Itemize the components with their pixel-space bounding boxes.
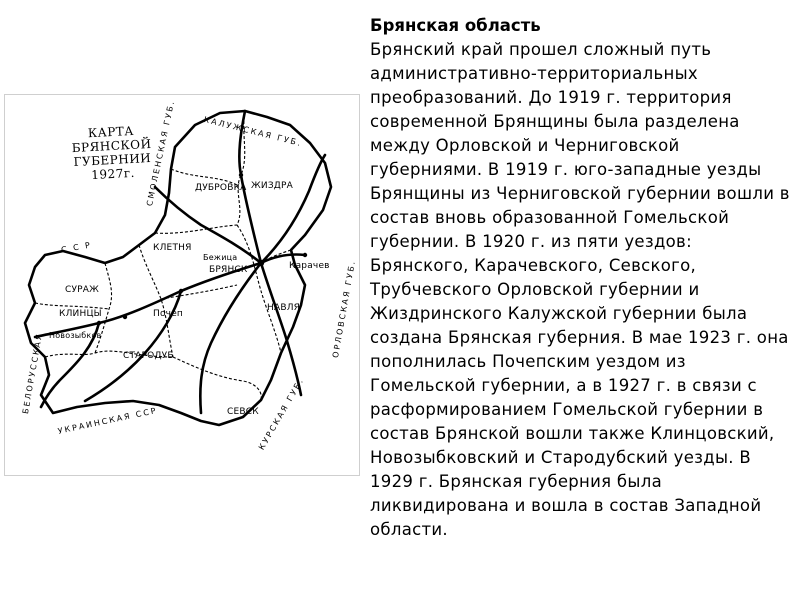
border-label-ukrainian: УКРАИНСКАЯ ССР: [57, 405, 159, 436]
border-label-orel: ОРЛОВСКАЯ ГУБ.: [331, 258, 358, 359]
town-label-navlya: НАВЛЯ: [267, 303, 301, 313]
map-figure: [4, 94, 360, 476]
town-label-dubrovka: ДУБРОВКА: [195, 183, 247, 193]
article: [370, 14, 790, 542]
town-label-pochep: Почеп: [153, 309, 184, 319]
map-title-line-3: 1927г.: [90, 165, 136, 183]
town-label-klintsy: КЛИНЦЫ: [59, 309, 102, 319]
map-title-line-2: БРЯНСКОЙ ГУБЕРНИИ: [71, 136, 152, 170]
border-label-kursk: КУРСКАЯ ГУБ.: [257, 375, 306, 452]
town-label-karachev: Карачев: [289, 261, 330, 271]
border-label-belorussian: БЕЛОРУССКАЯ: [21, 331, 45, 415]
map-title-line-1: КАРТА: [87, 123, 135, 141]
town-label-bezhitsa: Бежица: [203, 253, 238, 262]
town-label-bryansk: БРЯНСК: [209, 265, 248, 275]
border-label-kaluga: КАЛУЖСКАЯ ГУБ.: [202, 115, 304, 149]
town-label-novozybkov: Новозыбков: [49, 331, 102, 340]
town-label-zhizdra: ЖИЗДРА: [251, 181, 294, 191]
town-label-kletnya: КЛЕТНЯ: [153, 243, 192, 253]
town-label-sevsk: СЕВСК: [227, 407, 259, 417]
border-label-ssr: С С Р: [60, 240, 93, 255]
article-body: Брянский край прошел сложный путь административно-территориальных преобразований. До 1919 г. территория современной Брянщины была разделена между Орловской и Черниговской губерниями. В 1919 г. юго-западные уезды Брянщины из Черниговской губернии вошли в состав вновь образованной Гомельской губернии. В 1920 г. из пяти уездов: Брянского, Карачевского, Севского, Трубчевского Орловской губернии и Жиздринского Калужской губернии была создана Брянская губерния. В мае 1923 г. она пополнилась Почепским уездом из Гомельской губернии, а в 1927 г. в связи с расформированием Гомельской губернии в состав Брянской вошли также Клинцовский, Новозыбковский и Стародубский уезды. В 1929 г. Брянская губерния была ликвидирована и вошла в состав Западной области.: [370, 40, 790, 539]
article-title: Брянская область: [370, 16, 541, 35]
town-label-surazh: СУРАЖ: [65, 285, 100, 295]
town-label-starodub: СТАРОДУБ: [123, 351, 174, 361]
border-label-smolensk: СМОЛЕНСКАЯ ГУБ.: [145, 98, 177, 207]
